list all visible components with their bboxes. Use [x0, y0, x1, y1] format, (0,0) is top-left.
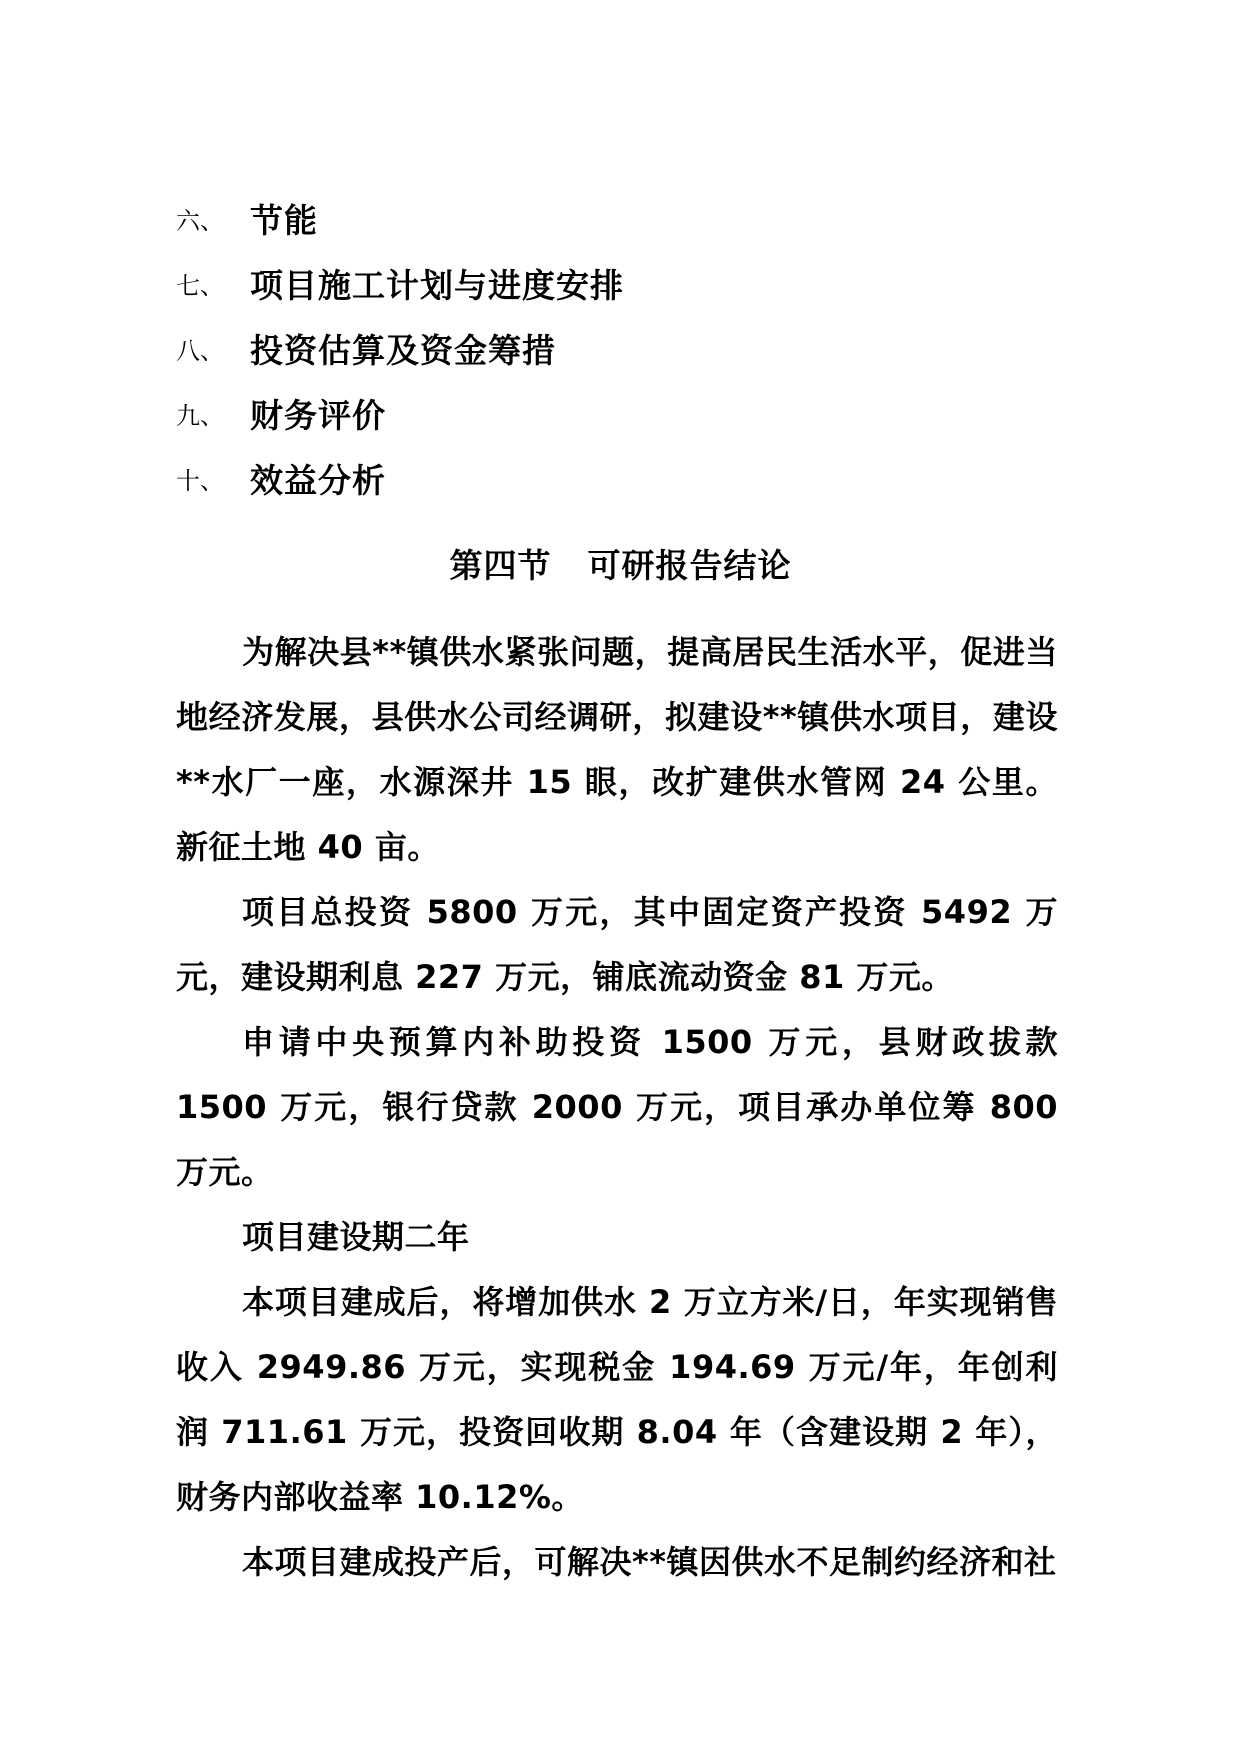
toc-item [176, 381, 1076, 446]
paragraph: 本项目建成后，将增加供水 2 万立方米/日，年实现销售收入 2949.86 万元，实现税金 194.69 万元/年，年创利润 711.61 万元，投资回收期 8.04 年（含建设期 2 年），财务内部收益率 10.12%。 [176, 1283, 1058, 1516]
toc-item [176, 316, 1076, 381]
toc-item-number: 八、 [176, 337, 224, 365]
toc-item [176, 446, 1076, 511]
toc-item-title: 节能 [250, 201, 318, 240]
toc-item-number: 九、 [176, 402, 224, 430]
section-number: 第四节 [449, 546, 552, 585]
section-title: 可研报告结论 [587, 546, 792, 585]
toc-item [176, 251, 1076, 316]
paragraph: 为解决县**镇供水紧张问题，提高居民生活水平，促进当地经济发展，县供水公司经调研，拟建设**镇供水项目，建设**水厂一座，水源深井 15 眼，改扩建供水管网 24 公里。新征土地 40 亩。 [176, 633, 1058, 866]
section-heading [0, 540, 1241, 587]
toc-item-title: 财务评价 [250, 396, 386, 435]
paragraph: 项目总投资 5800 万元，其中固定资产投资 5492 万元，建设期利息 227 万元，铺底流动资金 81 万元。 [176, 893, 1058, 996]
paragraph: 申请中央预算内补助投资 1500 万元，县财政拔款 1500 万元，银行贷款 2000 万元，项目承办单位筹 800 万元。 [176, 1023, 1058, 1191]
toc-item-title: 效益分析 [250, 461, 386, 500]
toc-item-title: 项目施工计划与进度安排 [250, 266, 624, 305]
paragraph: 本项目建成投产后，可解决**镇因供水不足制约经济和社 [242, 1543, 1057, 1581]
toc-item-number: 十、 [176, 467, 224, 495]
toc-item-number: 七、 [176, 272, 224, 300]
toc-item-number: 六、 [176, 207, 224, 235]
toc-item [176, 186, 1076, 251]
paragraph: 项目建设期二年 [242, 1218, 470, 1256]
toc-item-title: 投资估算及资金筹措 [250, 331, 556, 370]
body-text [176, 620, 1058, 1595]
table-of-contents [176, 186, 1076, 511]
